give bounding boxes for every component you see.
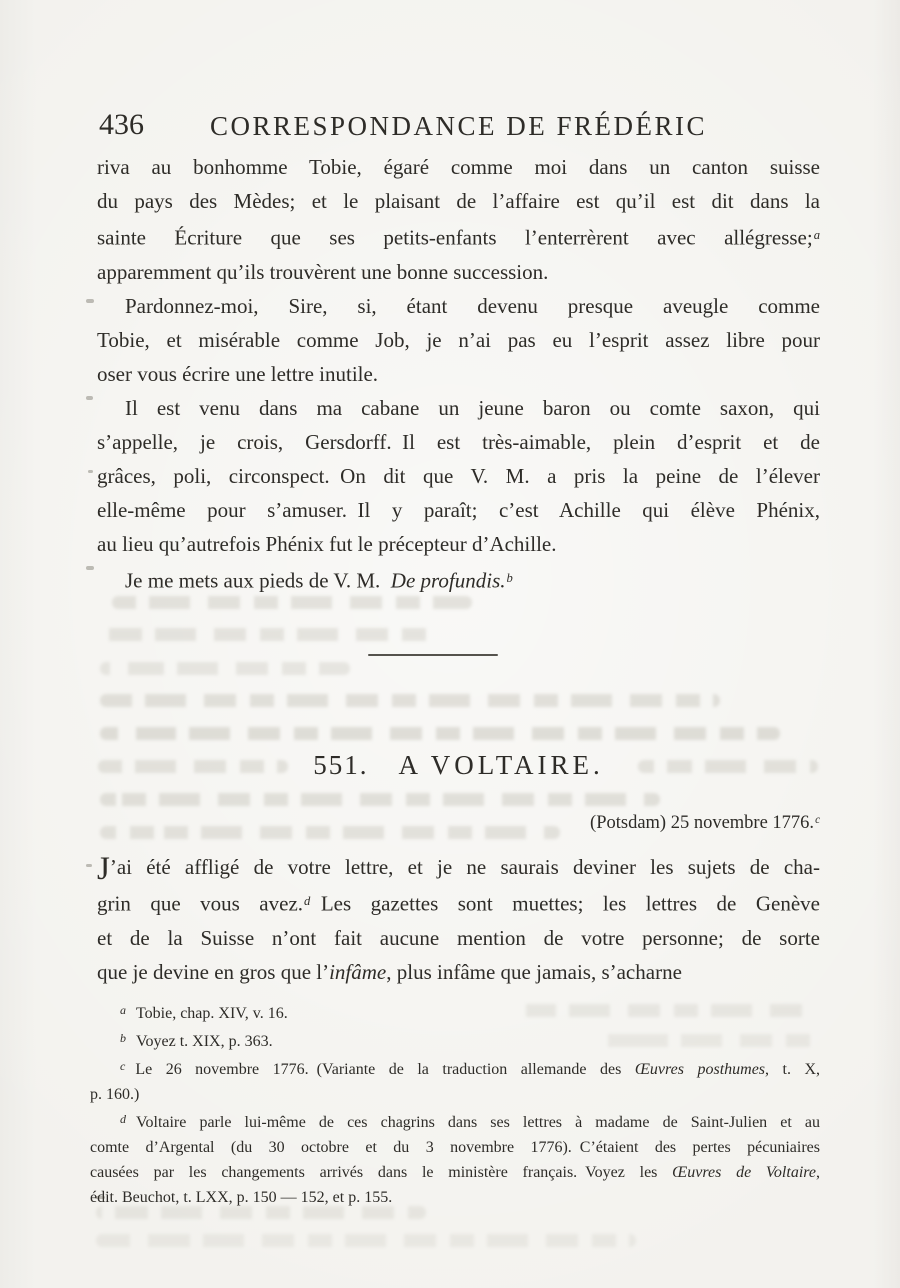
footnote-line: $^d$ Voltaire parle lui-même de ces chagrins dans ses lettres à madame de Saint-Julien et au bbox=[120, 1112, 820, 1131]
text-line: sainte Écriture que ses petits-enfants l’enterrèrent avec allégresse;$^a$ bbox=[97, 225, 820, 250]
text-line: Je me mets aux pieds de V. M. De profundis.$^b$ bbox=[125, 568, 513, 593]
running-title: CORRESPONDANCE DE FRÉDÉRIC bbox=[209, 111, 708, 141]
bleed-line bbox=[100, 662, 350, 675]
letter-number: 551. bbox=[313, 750, 369, 780]
footnote-label: b bbox=[120, 1031, 126, 1045]
dateline-text: (Potsdam) 25 novembre 1776. bbox=[590, 812, 815, 833]
footnote-ref: d bbox=[304, 894, 311, 908]
dateline-note-ref: c bbox=[815, 814, 820, 826]
text-line: du pays des Mèdes; et le plaisant de l’affaire est qu’il est dit dans la bbox=[97, 189, 820, 213]
footnote-line: $^c$ Le 26 novembre 1776. (Variante de la traduction allemande des Œuvres posthumes, t. X, bbox=[120, 1059, 821, 1078]
letter-title: A VOLTAIRE. bbox=[398, 750, 604, 780]
scan-artifact bbox=[86, 396, 93, 400]
text-line: s’appelle, je crois, Gersdorff. Il est très-aimable, plein d’esprit et de bbox=[97, 429, 820, 454]
footnote-line: comte d’Argental (du 30 octobre et du 3 novembre 1776). C’étaient des pertes pécuniaires bbox=[90, 1139, 820, 1156]
page-header bbox=[97, 108, 820, 144]
page-number: 436 bbox=[99, 108, 144, 141]
letter-heading bbox=[97, 748, 820, 782]
footnote-line: causées par les changements arrivés dans le ministère français. Voyez les Œuvres de Voltaire, bbox=[90, 1164, 820, 1181]
bleed-line bbox=[100, 793, 660, 806]
section-divider-rule bbox=[368, 654, 498, 656]
footnote-ref: a bbox=[813, 228, 820, 242]
text-line: elle-même pour s’amuser. Il y paraît; c’est Achille qui élève Phénix, bbox=[97, 497, 820, 522]
text-line: que je devine en gros que l’infâme, plus infâme que jamais, s’acharne bbox=[97, 959, 682, 984]
text-line: Tobie, et misérable comme Job, je n’ai pas eu l’esprit assez libre pour bbox=[97, 327, 820, 352]
letter-previous-body bbox=[97, 150, 820, 597]
footnote-line: édit. Beuchot, t. LXX, p. 150 — 152, et p. 155. bbox=[90, 1189, 393, 1206]
letter-551-body bbox=[97, 850, 820, 989]
scan-artifact bbox=[88, 470, 93, 473]
footnotes-block bbox=[90, 998, 820, 1210]
text-line: Pardonnez-moi, Sire, si, étant devenu presque aveugle comme bbox=[125, 293, 820, 318]
scan-artifact bbox=[86, 566, 94, 570]
drop-capital: J bbox=[97, 851, 110, 887]
footnote-line: $^a$ Tobie, chap. XIV, v. 16. bbox=[120, 1003, 288, 1022]
bleed-line bbox=[100, 628, 430, 641]
text-line: Il est venu dans ma cabane un jeune baron ou comte saxon, qui bbox=[125, 395, 820, 420]
bleed-line bbox=[100, 727, 780, 740]
text-line: apparemment qu’ils trouvèrent une bonne succession. bbox=[97, 259, 549, 284]
bleed-line bbox=[96, 1234, 636, 1247]
scan-artifact bbox=[86, 299, 94, 303]
bleed-line bbox=[112, 596, 472, 609]
footnote-label: c bbox=[120, 1059, 126, 1073]
letter-dateline bbox=[97, 806, 820, 837]
footnote-label: a bbox=[120, 1003, 126, 1017]
text-line: et de la Suisse n’ont fait aucune mention de votre personne; de sorte bbox=[97, 925, 820, 950]
text-line: grin que vous avez.$^d$ Les gazettes sont muettes; les lettres de Genève bbox=[97, 891, 820, 916]
scan-artifact bbox=[86, 864, 92, 867]
text-line: J’ai été affligé de votre lettre, et je ne saurais deviner les sujets de cha- bbox=[97, 851, 820, 887]
text-line: oser vous écrire une lettre inutile. bbox=[97, 361, 379, 386]
footnote-line: p. 160.) bbox=[90, 1086, 140, 1103]
text-line: au lieu qu’autrefois Phénix fut le précepteur d’Achille. bbox=[97, 531, 557, 556]
text-line: grâces, poli, circonspect. On dit que V. M. a pris la peine de l’élever bbox=[97, 463, 820, 488]
footnote-ref: b bbox=[506, 570, 513, 585]
text-line: riva au bonhomme Tobie, égaré comme moi dans un canton suisse bbox=[97, 155, 820, 179]
bleed-line bbox=[100, 694, 720, 707]
footnote-line: $^b$ Voyez t. XIX, p. 363. bbox=[120, 1031, 273, 1050]
footnote-label: d bbox=[120, 1112, 126, 1126]
